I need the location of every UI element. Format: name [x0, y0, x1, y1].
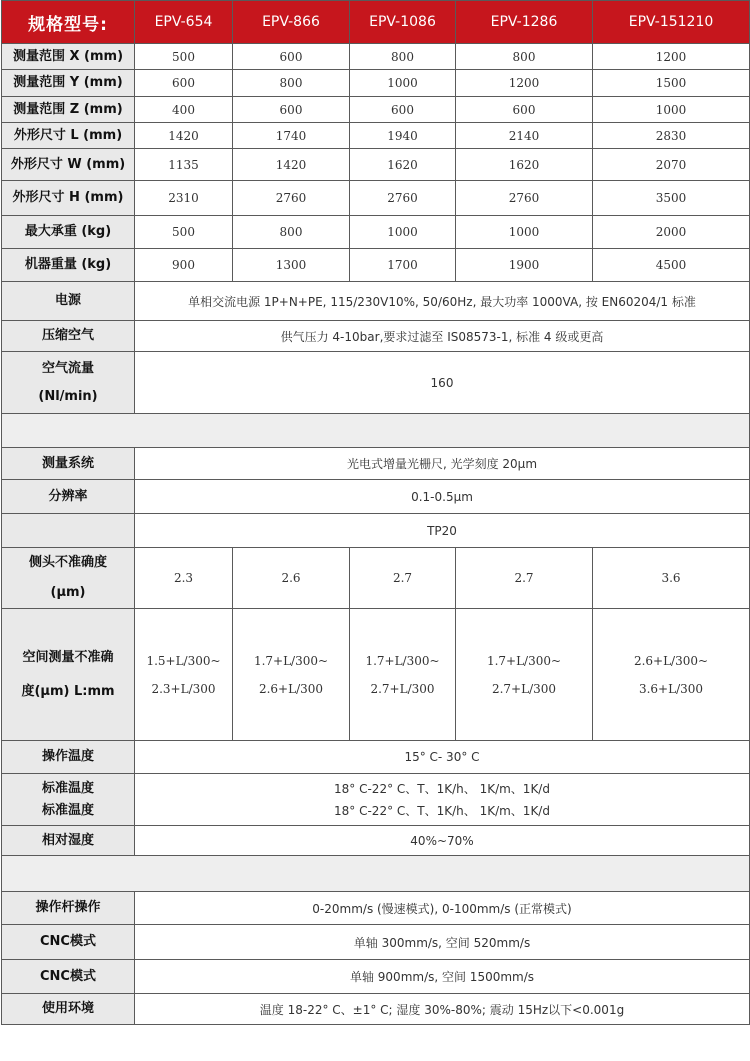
cell-value-line: 1.7+L/300~	[253, 653, 329, 668]
cell-value	[456, 609, 593, 741]
standard-temp-row	[2, 774, 750, 826]
cell-value: 2830	[593, 123, 750, 149]
model-name: EPV-866	[233, 1, 350, 44]
cnc-row	[2, 960, 750, 994]
row-label	[2, 548, 135, 609]
compressed-air-row	[2, 321, 750, 352]
cell-value-line: 2.3+L/300	[151, 681, 216, 696]
cell-value: 1700	[350, 249, 456, 282]
cell-value	[135, 609, 233, 741]
cell-value-line: 2.7+L/300	[370, 681, 435, 696]
cell-value: 1200	[456, 70, 593, 97]
cell-value: 2070	[593, 149, 750, 181]
standard-temp-value	[135, 774, 750, 826]
cell-value	[593, 609, 750, 741]
cell-value: 600	[350, 97, 456, 123]
blank-separator-row	[2, 856, 750, 892]
row-label: 操作杆操作	[2, 892, 135, 925]
row-label: 相对湿度	[2, 826, 135, 856]
cell-value: 1420	[135, 123, 233, 149]
cell-value: 2760	[233, 181, 350, 216]
cell-value: 600	[135, 70, 233, 97]
cell-value: 1000	[593, 97, 750, 123]
row-label-line: 度(μm) L:mm	[21, 683, 115, 699]
row-label: 分辨率	[2, 480, 135, 514]
row-label-line: 标准温度	[41, 802, 94, 818]
cell-value: 2.7	[350, 548, 456, 609]
cell-value: 1000	[350, 70, 456, 97]
cell-value: 2760	[456, 181, 593, 216]
cell-value-line: 2.6+L/300	[258, 681, 324, 696]
spec-table	[1, 0, 750, 1025]
cell-value-line: 1.7+L/300~	[486, 653, 562, 668]
cell-value: 2760	[350, 181, 456, 216]
cell-value-line: 18° C-22° C、T、1K/h、 1K/m、1K/d	[334, 781, 550, 796]
probe-value: TP20	[135, 514, 750, 548]
operating-temp-row	[2, 741, 750, 774]
row-label: 外形尺寸 L (mm)	[2, 123, 135, 149]
table-row	[2, 149, 750, 181]
cell-value: 2.6	[233, 548, 350, 609]
cell-value: 2140	[456, 123, 593, 149]
cell-value: 3.6	[593, 548, 750, 609]
cell-value-line: 2.6+L/300~	[633, 653, 709, 668]
cell-value: 1300	[233, 249, 350, 282]
cnc-value: 单轴 300mm/s, 空间 520mm/s	[135, 925, 750, 960]
row-label: 最大承重 (kg)	[2, 216, 135, 249]
cell-value: 2310	[135, 181, 233, 216]
cell-value: 1500	[593, 70, 750, 97]
table-row	[2, 97, 750, 123]
cell-value: 1940	[350, 123, 456, 149]
blank-separator-row	[2, 414, 750, 448]
row-label: 使用环境	[2, 994, 135, 1025]
probe-error-row	[2, 548, 750, 609]
row-label	[2, 514, 135, 548]
model-name: EPV-1086	[350, 1, 456, 44]
cell-value: 3500	[593, 181, 750, 216]
cell-value: 800	[350, 44, 456, 70]
cell-value: 1900	[456, 249, 593, 282]
row-label: 机器重量 (kg)	[2, 249, 135, 282]
table-row	[2, 249, 750, 282]
resolution-row	[2, 480, 750, 514]
measuring-system-value: 光电式增量光栅尺, 光学刻度 20μm	[135, 448, 750, 480]
cell-value: 4500	[593, 249, 750, 282]
table-row	[2, 123, 750, 149]
cell-value: 2.3	[135, 548, 233, 609]
row-label: 操作温度	[2, 741, 135, 774]
air-flow-value: 160	[135, 352, 750, 414]
probe-row	[2, 514, 750, 548]
row-label: 测量系统	[2, 448, 135, 480]
model-name: EPV-654	[135, 1, 233, 44]
table-row	[2, 44, 750, 70]
row-label: CNC模式	[2, 925, 135, 960]
row-label	[2, 352, 135, 414]
cell-value	[233, 609, 350, 741]
humidity-value: 40%~70%	[135, 826, 750, 856]
cell-value-line: 18° C-22° C、T、1K/h、 1K/m、1K/d	[334, 803, 550, 818]
power-row	[2, 282, 750, 321]
blank-separator	[2, 856, 750, 892]
row-label: 测量范围 Z (mm)	[2, 97, 135, 123]
row-label-line: 侧头不准确度	[28, 555, 107, 570]
cell-value: 600	[456, 97, 593, 123]
cell-value: 400	[135, 97, 233, 123]
humidity-row	[2, 826, 750, 856]
row-label: 测量范围 Y (mm)	[2, 70, 135, 97]
row-label-unit: (μm)	[50, 585, 86, 600]
cell-value: 1200	[593, 44, 750, 70]
power-value: 单相交流电源 1P+N+PE, 115/230V10%, 50/60Hz, 最大功率 1000VA, 按 EN60204/1 标准	[135, 282, 750, 321]
row-label: CNC模式	[2, 960, 135, 994]
row-label-line: 空间测量不准确	[22, 649, 114, 665]
joystick-value: 0-20mm/s (慢速模式), 0-100mm/s (正常模式)	[135, 892, 750, 925]
air-flow-row	[2, 352, 750, 414]
cell-value: 1740	[233, 123, 350, 149]
joystick-row	[2, 892, 750, 925]
cell-value-line: 1.7+L/300~	[365, 653, 440, 668]
row-label-line: 空气流量	[41, 360, 94, 376]
cell-value	[350, 609, 456, 741]
cell-value: 500	[135, 44, 233, 70]
row-label: 外形尺寸 H (mm)	[2, 181, 135, 216]
cell-value: 600	[233, 44, 350, 70]
row-label-line: 标准温度	[41, 780, 94, 796]
row-label: 测量范围 X (mm)	[2, 44, 135, 70]
model-header-label: 规格型号:	[2, 1, 135, 44]
row-label	[2, 609, 135, 741]
operating-temp-value: 15° C- 30° C	[135, 741, 750, 774]
model-name: EPV-151210	[593, 1, 750, 44]
cell-value-line: 2.7+L/300	[491, 681, 557, 696]
blank-separator	[2, 414, 750, 448]
compressed-air-value: 供气压力 4-10bar,要求过滤至 IS08573-1, 标准 4 级或更高	[135, 321, 750, 352]
cell-value: 2000	[593, 216, 750, 249]
cell-value: 1620	[350, 149, 456, 181]
cell-value: 900	[135, 249, 233, 282]
cell-value: 800	[233, 216, 350, 249]
measuring-system-row	[2, 448, 750, 480]
cell-value-line: 3.6+L/300	[638, 681, 704, 696]
cell-value: 600	[233, 97, 350, 123]
cell-value-line: 1.5+L/300~	[146, 653, 221, 668]
cnc-row	[2, 925, 750, 960]
cell-value: 1135	[135, 149, 233, 181]
cell-value: 1000	[350, 216, 456, 249]
cell-value: 500	[135, 216, 233, 249]
row-label: 压缩空气	[2, 321, 135, 352]
header-row	[2, 1, 750, 44]
cell-value: 2.7	[456, 548, 593, 609]
cell-value: 800	[233, 70, 350, 97]
row-label	[2, 774, 135, 826]
environment-value: 温度 18-22° C、±1° C; 湿度 30%-80%; 震动 15Hz以下<0.001g	[135, 994, 750, 1025]
model-name: EPV-1286	[456, 1, 593, 44]
cell-value: 1000	[456, 216, 593, 249]
cell-value: 800	[456, 44, 593, 70]
row-label: 外形尺寸 W (mm)	[2, 149, 135, 181]
spatial-error-row	[2, 609, 750, 741]
table-row	[2, 216, 750, 249]
cell-value: 1420	[233, 149, 350, 181]
environment-row	[2, 994, 750, 1025]
table-row	[2, 70, 750, 97]
cnc-value: 单轴 900mm/s, 空间 1500mm/s	[135, 960, 750, 994]
resolution-value: 0.1-0.5μm	[135, 480, 750, 514]
row-label: 电源	[2, 282, 135, 321]
table-row	[2, 181, 750, 216]
cell-value: 1620	[456, 149, 593, 181]
row-label-unit: (Nl/min)	[38, 388, 98, 404]
